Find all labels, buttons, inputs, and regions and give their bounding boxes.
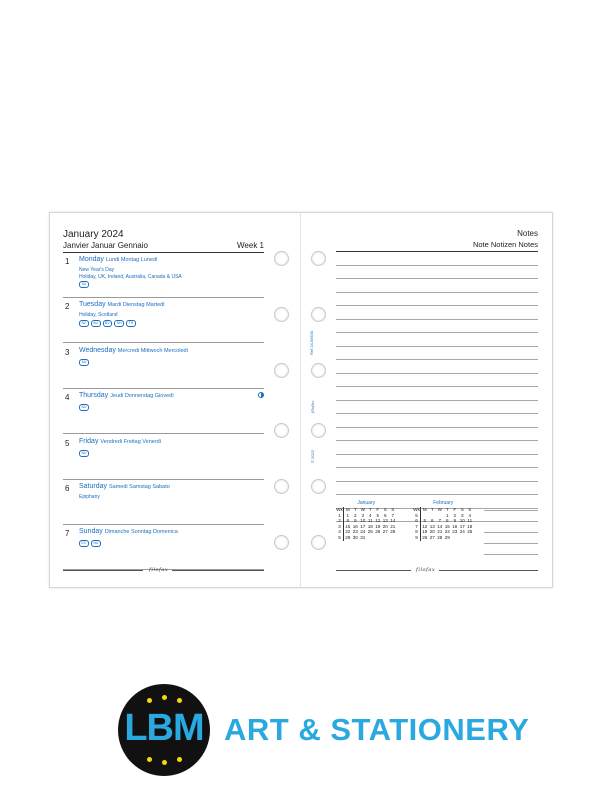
date-cell [367,535,375,541]
date-cell: 16 [352,523,358,529]
day-tags [79,359,89,366]
logo-dot [162,760,167,765]
mini-calendar-january [336,500,397,541]
date-cell: 11 [367,518,373,524]
day-name-en: Saturday [79,483,108,490]
weekday-header: F [376,507,380,512]
logo-dot [147,757,152,762]
week-number: 2 [336,518,344,524]
date-cell [389,535,397,541]
brand-mark: filofax [149,567,169,573]
note-line [336,400,538,401]
day-number: 1 [65,257,70,266]
logo-dot [177,698,182,703]
day-event: Holiday, Scotland [79,312,118,319]
day-row [63,435,264,480]
day-name-translations: Jeudi Donnerstag Giovedì [110,393,174,400]
date-cell: 22 [345,529,351,535]
note-line [336,467,538,468]
weekday-header: Wk [336,507,343,512]
day-number: 4 [65,393,70,403]
note-line [336,413,538,414]
day-name [79,392,174,399]
note-line [336,278,538,279]
mini-calendar-month: February [433,500,454,506]
note-line [336,494,538,495]
ring-hole [311,423,326,438]
date-cell: 25 [367,529,373,535]
date-cell [382,535,390,541]
day-tags [79,320,136,327]
ring-hole [274,251,289,266]
day-name [79,347,188,354]
mini-calendar-grid [336,507,397,541]
day-name [79,483,170,490]
date-cell: 23 [452,529,458,535]
week-page [50,213,300,587]
note-line [336,251,538,252]
day-name [79,256,158,263]
note-line [336,359,538,360]
ring-hole [311,479,326,494]
notes-page [301,213,552,587]
date-cell: 10 [459,518,465,524]
week-number: 4 [336,529,344,535]
ring-hole [274,423,289,438]
date-cell: 20 [382,523,388,529]
day-number: 7 [65,529,70,539]
mini-calendar-february [413,500,474,541]
day-name-en: Thursday [79,392,109,400]
moon-phase-icon [258,392,264,398]
day-event: New Year's Day [79,267,115,273]
date-cell: 29 [444,534,450,540]
date-cell: 7 [391,512,395,518]
date-cell: 26 [375,529,381,535]
region-tag: EC [79,540,89,547]
day-row [63,525,264,570]
ring-hole [311,251,326,266]
calendar-side-line [484,521,538,522]
weekday-header: T [353,507,357,512]
date-cell: 27 [382,529,388,535]
date-cell: 13 [382,518,388,524]
date-cell: 4 [368,512,372,518]
day-name [79,301,165,308]
date-cell: 1 [346,512,350,518]
day-number: 6 [65,484,70,493]
date-cell: 17 [360,523,366,529]
date-cell: 28 [437,534,443,540]
date-cell: 14 [437,523,443,529]
logo-dot [177,757,182,762]
weekday-header: F [453,507,457,512]
date-cell: 5 [423,518,427,524]
date-cell: 26 [422,534,428,540]
day-event: Holiday, UK, Ireland, Australia, Canada & USA [79,273,182,280]
calendar-side-line [484,510,538,511]
date-cell: 5 [376,512,380,518]
date-cell: 12 [375,518,381,524]
region-tag: BV [103,320,113,327]
notes-title: Notes [517,229,538,238]
mini-calendar-month: January [357,500,376,506]
region-tag: TH [126,320,136,327]
footer-rule-right [172,570,264,571]
date-cell: 19 [375,523,381,529]
region-tag: AU [79,359,89,366]
date-cell: 14 [390,518,396,524]
date-cell: 1 [445,512,449,518]
day-name-en: Wednesday [79,346,116,354]
day-event: Epiphany [79,494,100,500]
ring-hole [274,307,289,322]
logo-text: LBM [124,707,204,749]
calendar-side-line [484,554,538,555]
weekday-header: S [468,507,472,512]
date-cell: 10 [360,518,366,524]
day-row [63,480,264,525]
date-cell: 24 [360,529,366,535]
date-cell: 3 [460,512,464,518]
day-name [79,438,161,445]
weekday-header: S [383,507,387,512]
date-cell: 9 [353,518,357,524]
region-tag: NZ [79,320,89,327]
day-row [63,389,264,434]
weekday-header: W [437,507,442,512]
day-tags [79,450,89,457]
weekday-header: T [368,507,372,512]
weekday-header: S [460,507,464,512]
month-translations: Janvier Januar Gennaio [63,241,148,250]
week-number: 5 [336,535,344,541]
day-name-translations: Mercredi Mittwoch Mercoledì [117,347,189,354]
day-name-translations: Lundi Montag Lunedì [105,257,158,263]
day-name-en: Friday [79,437,99,445]
day-name-en: Sunday [79,528,103,536]
date-cell: 31 [360,534,366,540]
date-cell: 27 [429,534,435,540]
region-tag: NU [91,540,101,547]
date-cell [466,535,474,541]
date-cell: 9 [453,518,457,524]
calendar-side-line [484,543,538,544]
date-cell: 2 [353,512,357,518]
day-name-translations: Vendredi Freitag Venerdì [100,438,162,445]
date-cell: 21 [390,523,396,529]
store-logo [118,684,210,776]
note-line [336,265,538,266]
ring-hole [274,535,289,550]
date-cell [374,535,382,541]
date-cell: 15 [444,523,450,529]
date-cell: 8 [346,518,350,524]
date-cell: 25 [467,529,473,535]
notes-translations: Note Notizen Notes [472,240,538,249]
date-cell: 6 [383,512,387,518]
footer-rule-left [63,570,143,571]
date-cell: 11 [467,518,473,524]
region-tag: AU [91,320,101,327]
ring-hole [311,307,326,322]
note-line [336,386,538,387]
day-events [79,494,100,501]
weekday-header: S [391,507,395,512]
week-number: 1 [336,513,344,519]
date-cell: 21 [437,529,443,535]
region-tag: NU [79,404,89,411]
date-cell: 17 [459,523,465,529]
weekday-header: T [430,507,434,512]
ring-hole [274,479,289,494]
date-cell: 4 [468,512,472,518]
day-number: 2 [65,302,70,312]
footer-rule-left [336,570,411,571]
day-name [79,528,178,535]
region-tag: NU [79,450,89,457]
day-events [79,312,118,319]
note-line [336,427,538,428]
copyright: © 2022 [310,450,315,463]
region-tag: SA [79,281,89,288]
note-line [336,454,538,455]
brand-mark: filofax [416,567,436,573]
weekday-header: W [360,507,365,512]
day-name-translations: Dimanche Sonntag Domenica [104,529,178,536]
date-cell: 19 [422,529,428,535]
ring-hole [311,535,326,550]
week-number: 8 [413,529,421,535]
note-line [336,481,538,482]
week-number: 6 [413,518,421,524]
date-cell: 20 [429,529,435,535]
date-cell: 30 [352,534,358,540]
date-cell: 16 [452,523,458,529]
date-cell [451,535,459,541]
month-title: January 2024 [63,229,124,240]
day-tags [79,540,101,547]
date-cell: 24 [459,529,465,535]
ring-hole [311,363,326,378]
weekday-header: M [422,507,427,512]
weekday-header: T [445,507,449,512]
date-cell: 2 [453,512,457,518]
day-name-translations: Mardi Dienstag Martedì [107,302,165,309]
reference-code: Ref 24-68530 [309,330,314,355]
week-number: 3 [336,524,344,530]
date-cell: 3 [361,512,365,518]
day-row [63,298,264,343]
day-tags [79,404,89,411]
region-tag: SH [114,320,124,327]
date-cell: 22 [444,529,450,535]
day-events [79,267,182,280]
note-line [336,440,538,441]
logo-dot [162,695,167,700]
date-cell: 15 [345,523,351,529]
ring-hole [274,363,289,378]
date-cell: 7 [438,518,442,524]
note-line [336,292,538,293]
day-tags [79,281,89,288]
note-line [336,305,538,306]
note-line [336,332,538,333]
date-cell: 8 [445,518,449,524]
week-label: Week 1 [237,241,264,250]
mini-calendar-grid [413,507,474,541]
day-name-en: Monday [79,256,104,263]
note-line [336,346,538,347]
week-number: 5 [413,513,421,519]
week-number: 9 [413,535,421,541]
date-cell: 28 [390,529,396,535]
day-row [63,344,264,389]
date-cell: 13 [429,523,435,529]
store-tagline: ART & STATIONERY [224,712,530,747]
day-number: 3 [65,347,70,357]
week-number: 7 [413,524,421,530]
weekday-header: M [345,507,350,512]
date-cell: 18 [467,523,473,529]
footer-rule-right [439,570,538,571]
day-name-en: Tuesday [79,301,106,309]
note-line [336,373,538,374]
date-cell: 6 [430,518,434,524]
day-number: 5 [65,438,70,448]
date-cell: 29 [345,534,351,540]
side-brand: filofax [310,400,315,413]
date-cell: 23 [352,529,358,535]
day-row [63,253,264,298]
diary-spread [49,212,553,588]
day-name-translations: Samedi Samstag Sabato [108,484,170,490]
note-line [336,319,538,320]
weekday-header: Wk [413,507,420,512]
calendar-side-line [484,532,538,533]
date-cell [459,535,467,541]
date-cell: 12 [422,523,428,529]
logo-dot [147,698,152,703]
date-cell: 18 [367,523,373,529]
